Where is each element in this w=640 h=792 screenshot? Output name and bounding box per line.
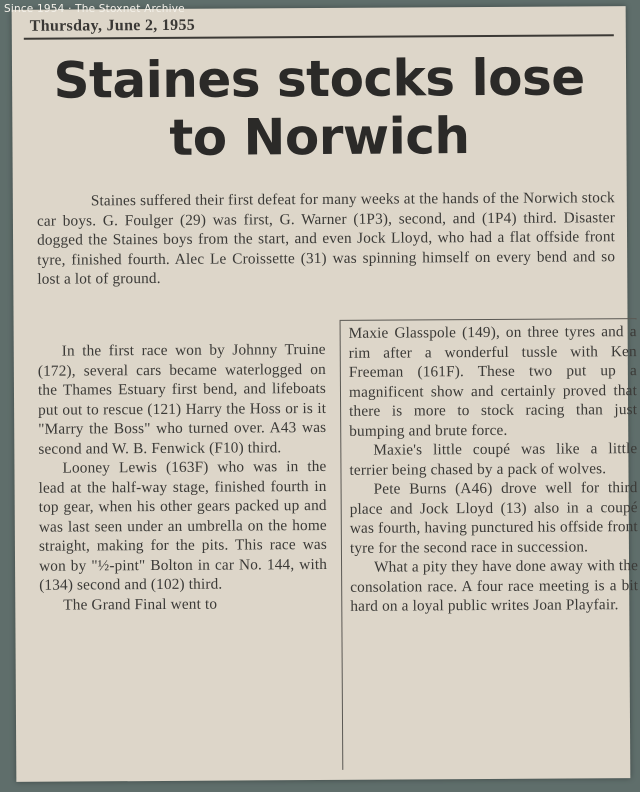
intro-paragraph: Staines suffered their first defeat for many weeks at the hands of the Norwich stock car boys. G. Foulger (29) was first, G. Warner (1P3), second, and (1P4) third. Disaster dogged the Staines boys from the start, and even Jock Lloyd, who had a flat offside front tyre, finished fourth. Alec Le Croissette (31) was spinning himself on every bend and so lost a lot of ground. (36, 189, 616, 288)
left-paragraph-3: The Grand Final went to (63, 595, 218, 614)
headline-line-2: to Norwich (169, 107, 470, 167)
right-paragraph-4: What a pity they have done away with the consolation race. A four race meeting is a bit hard on a loyal public writes Joan Playfair. (350, 557, 639, 615)
newspaper-clipping (12, 6, 639, 782)
column-rule (341, 318, 637, 321)
right-paragraph-2: Maxie's little coupé was like a little terrier being chased by a pack of wolves. (349, 440, 638, 479)
headline (12, 48, 627, 168)
right-paragraph-1: Maxie Glasspole (149), on three tyres and a rim after a wonderful tussle with Ken Freeman (161F). These two put up a magnificent show and certainly proved that there is more to stock racing than just bumping and brute force. (348, 323, 638, 440)
archive-watermark-label: Since 1954 · The Stoxnet Archive (4, 3, 185, 15)
left-column (38, 340, 328, 615)
right-column (340, 318, 640, 770)
left-paragraph-2: Looney Lewis (163F) who was in the lead at the half-way stage, finished fourth in top gear, when his other gears packed up and was last seen under an umbrella on the home straight, making for the pits. This race was won by "½-pint" Bolton in car No. 144, with (134) second and (102) third. (38, 457, 328, 594)
left-paragraph-1: In the first race won by Johnny Truine (172), several cars became waterlogged on the Thames Estuary first bend, and lifeboats put out to rescue (121) Harry the Hoss or is it "Marry the Boss" who turned over. A43 was second and W. B. Fenwick (F10) third. (37, 340, 327, 458)
dateline: Thursday, June 2, 1955 (29, 16, 196, 35)
right-paragraph-3: Pete Burns (A46) drove well for third place and Jock Lloyd (13) also in a coupé was fourth, having punctured his offside front tyre for the second race in succession. (349, 479, 638, 557)
headline-line-1: Staines stocks lose (53, 48, 585, 110)
